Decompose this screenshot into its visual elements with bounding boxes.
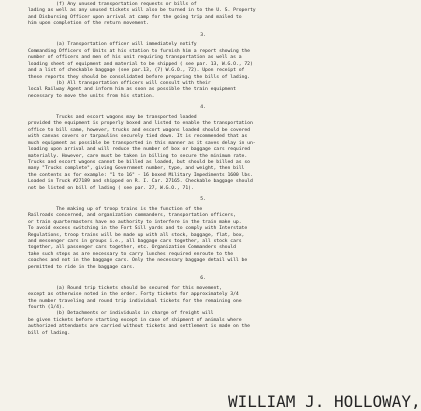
text-line: with canvas covers or tarpaulins securely tied down. It is recommended that as bbox=[28, 134, 248, 140]
paragraph-number: 3. bbox=[200, 32, 206, 38]
text-line: or train quartermasters have no authority to interfere in the train make up. bbox=[28, 219, 242, 225]
text-line: and a list of checkable baggage (see par.13, (7) W.G.O., 72). Upon receipt of bbox=[28, 68, 245, 74]
text-line: loading upon arrival and will reduce the number of box or baggage cars required bbox=[28, 147, 250, 153]
text-line: number of officers and men of his unit requiring transportation as well as a bbox=[28, 55, 242, 61]
text-line: (b) Detachments or individuals in charge of freight will bbox=[28, 311, 214, 317]
paragraph-number: 4. bbox=[200, 105, 206, 111]
text-line: permitted to ride in the baggage cars. bbox=[28, 264, 135, 270]
paragraph-sec-f-top bbox=[28, 2, 378, 28]
text-line: (a) Round trip tickets should be secured for this movement, bbox=[28, 285, 222, 291]
text-line: and messenger cars in groups i.e., all baggage cars together, all stock cars bbox=[28, 238, 242, 244]
text-line: lading as well as any unused tickets will also be turned in to the U. S. Property bbox=[28, 8, 256, 14]
text-line: take such steps as are necessary to carry lunches required enroute to the bbox=[28, 251, 234, 257]
text-line: many "Trucks complete", giving Government number, type, and weight, then bill bbox=[28, 166, 245, 172]
text-line: (f) Any unused transportation requests or bills of bbox=[28, 2, 197, 7]
text-line: The making up of troop trains is the function of the bbox=[28, 206, 203, 212]
text-line: together, all passenger cars together, etc. Organization Commanders should bbox=[28, 245, 236, 251]
text-line: office to bill same, however, trucks and escort wagons loaded should be covered bbox=[28, 127, 250, 133]
text-line: except as otherwise noted in the order. Forty tickets for approximately 3/4 bbox=[28, 292, 239, 298]
text-line: and Disbursing Officer upon arrival at camp for the going trip and mailed to bbox=[28, 14, 242, 20]
text-line: loading sheet of equipment and material to be shipped ( see par. 13, W.G.O., 72) bbox=[28, 61, 253, 67]
text-line: be given tickets before starting except in case of shipment of animals where bbox=[28, 317, 242, 323]
text-line: the number traveling and round trip individual tickets for the remaining one bbox=[28, 298, 242, 304]
text-line: materially. However, care must be taken in billing to secure the minimum rate. bbox=[28, 153, 248, 159]
text-line: To avoid excess switching in the Fort Sill yards and to comply with Interstate bbox=[28, 226, 248, 232]
text-line: authorized attendants are carried without tickets and settlement is made on the bbox=[28, 324, 250, 330]
text-line: (a) Transportation officer will immediately notify bbox=[28, 42, 197, 48]
text-line: Commanding Officers of Units at his station to furnish him a report showing the bbox=[28, 48, 250, 54]
text-line: Trucks and escort wagons may be transported loaded bbox=[28, 114, 197, 120]
text-line: provided the equipment is properly boxed and listed to enable the transportation bbox=[28, 121, 253, 127]
text-line: (b) All transportation officers will consult with their bbox=[28, 80, 211, 86]
text-line: local Railway Agent and inform him as soon as possible the train equipment bbox=[28, 87, 236, 93]
text-line: Railroads concerned, and organization commanders, transportation officers, bbox=[28, 213, 236, 219]
text-line: bill of lading. bbox=[28, 330, 71, 336]
text-line: coaches and not in the baggage cars. Only the necessary baggage detail will be bbox=[28, 258, 248, 264]
paragraph-number: 6. bbox=[200, 276, 206, 282]
text-line: Trucks and escort wagons cannot be billed as loaded, but should be billed as so bbox=[28, 159, 250, 165]
paragraph-sec-5 bbox=[28, 207, 378, 272]
text-line: fourth (1/4). bbox=[28, 305, 65, 311]
text-line: not be listed on bill of lading ( see par. 27, W.G.O., 71). bbox=[28, 185, 194, 191]
paragraph-sec-6 bbox=[28, 286, 378, 338]
paragraph-sec-3 bbox=[28, 42, 378, 100]
text-line: these reports they should be consolidated before preparing the bills of lading. bbox=[28, 74, 250, 80]
text-line: much equipment as possible be transported in this manner as it saves delay in un- bbox=[28, 140, 256, 146]
paragraph-number: 5. bbox=[200, 197, 206, 203]
text-line: necessary to move the units from his station. bbox=[28, 93, 155, 99]
paragraph-sec-4 bbox=[28, 115, 378, 192]
text-line: the contents as for example: "1 to 16" - 16 boxed Military Impediments 1600 lbs. bbox=[28, 172, 253, 178]
text-line: Loaded in Truck #27189 and shipped on R. I. Car. 27165. Checkable baggage should bbox=[28, 179, 253, 185]
signature-name: WILLIAM J. HOLLOWAY, bbox=[228, 392, 421, 411]
text-line: Regulations, troop trains will be made up with all stock, baggage, flat, box, bbox=[28, 232, 245, 238]
text-line: him upon completion of the return movement. bbox=[28, 21, 149, 27]
